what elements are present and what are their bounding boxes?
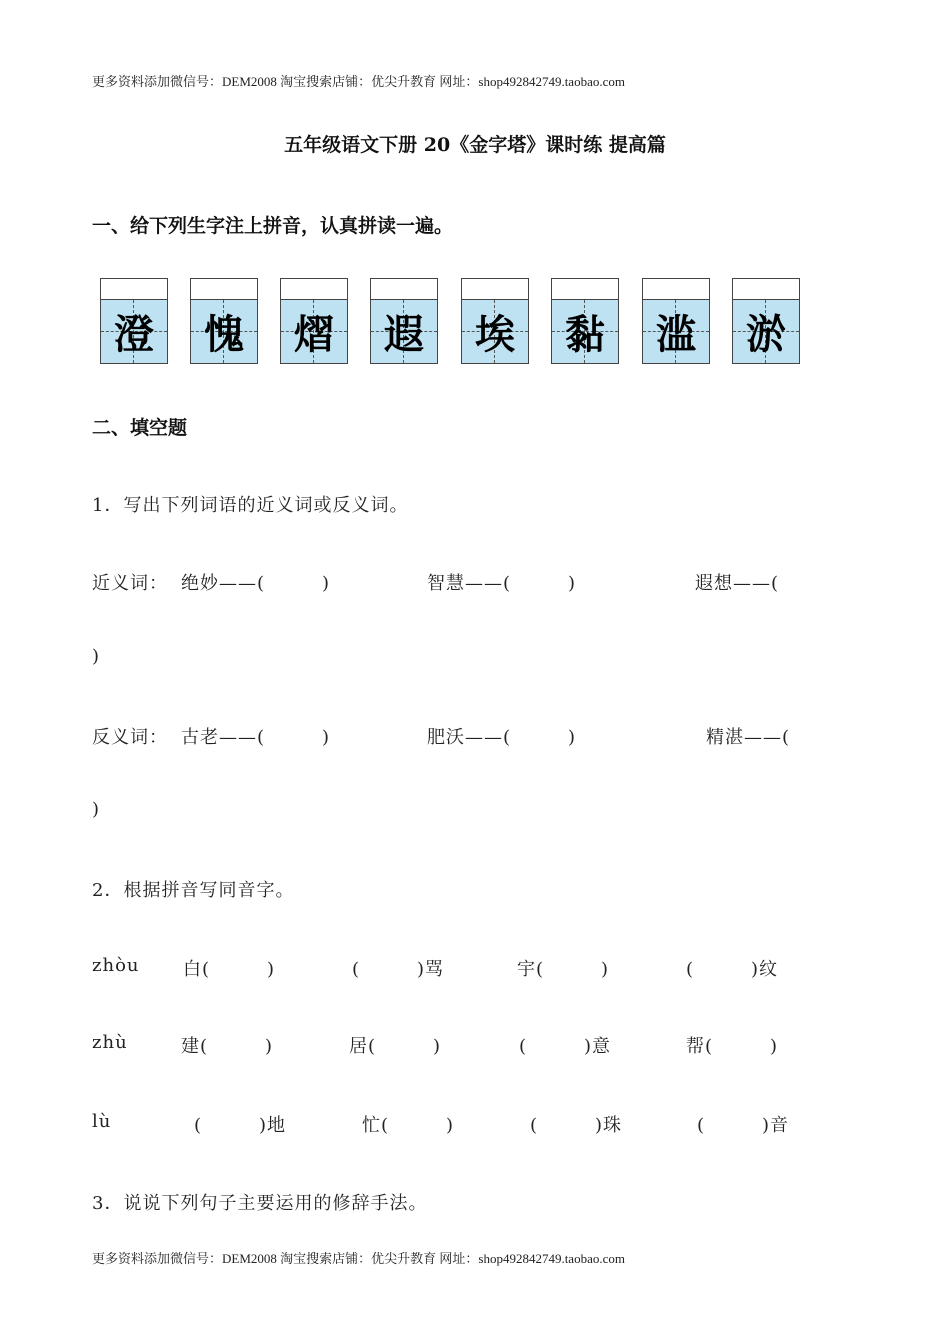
antonym-label: 反义词： [92, 727, 168, 748]
homophone-item[interactable]: 居( ) [349, 1036, 442, 1057]
homophone-item[interactable]: ( )地 [194, 1115, 287, 1136]
homophone-item[interactable]: ( )珠 [530, 1115, 623, 1136]
header-note: 更多资料添加微信号：DEM2008 淘宝搜索店铺：优尖升教育 网址：shop492842749.taobao.com [92, 74, 625, 89]
homophone-item[interactable]: 帮( ) [686, 1036, 779, 1057]
antonym-item[interactable]: 古老——( ) [181, 727, 331, 748]
char-cell [190, 278, 258, 364]
synonym-item[interactable]: 遐想——( [695, 573, 780, 594]
character: 埃 [475, 312, 515, 358]
section1-heading: 一、给下列生字注上拼音，认真拼读一遍。 [92, 215, 454, 237]
pinyin-label: lù [92, 1111, 112, 1132]
pinyin-blank[interactable] [100, 278, 168, 299]
character: 熠 [294, 312, 334, 358]
page-title: 五年级语文下册 20《金字塔》课时练 提高篇 [284, 134, 666, 156]
antonym-item[interactable]: 肥沃——( ) [427, 727, 577, 748]
homophone-item[interactable]: ( )纹 [686, 959, 779, 980]
pinyin-blank[interactable] [280, 278, 348, 299]
pinyin-label: zhòu [92, 955, 140, 976]
homophone-item[interactable]: 建( ) [181, 1036, 274, 1057]
homophone-item[interactable]: ( )骂 [352, 959, 445, 980]
synonym-item[interactable]: 智慧——( ) [427, 573, 577, 594]
char-cell [642, 278, 710, 364]
homophone-item[interactable]: 忙( ) [362, 1115, 455, 1136]
footer-note: 更多资料添加微信号：DEM2008 淘宝搜索店铺：优尖升教育 网址：shop492842749.taobao.com [92, 1251, 625, 1266]
pinyin-label: zhù [92, 1032, 128, 1053]
pinyin-blank[interactable] [461, 278, 529, 299]
pinyin-blank[interactable] [642, 278, 710, 299]
char-cell [461, 278, 529, 364]
character: 澄 [114, 312, 154, 358]
char-cell [732, 278, 800, 364]
character: 黏 [565, 312, 605, 358]
antonym-item[interactable]: 精湛——( [706, 727, 791, 748]
q3-prompt: 3．说说下列句子主要运用的修辞手法。 [92, 1193, 428, 1214]
pinyin-blank[interactable] [190, 278, 258, 299]
character: 愧 [204, 312, 244, 358]
synonym-item[interactable]: 绝妙——( ) [181, 573, 331, 594]
pinyin-blank[interactable] [370, 278, 438, 299]
character: 淤 [746, 312, 786, 358]
pinyin-blank[interactable] [732, 278, 800, 299]
q2-prompt: 2．根据拼音写同音字。 [92, 880, 295, 901]
section2-heading: 二、填空题 [92, 417, 188, 439]
antonym-wrap: ) [92, 799, 101, 820]
char-cell [280, 278, 348, 364]
char-cell [370, 278, 438, 364]
char-cell [100, 278, 168, 364]
homophone-item[interactable]: ( )音 [697, 1115, 790, 1136]
character: 滥 [656, 312, 696, 358]
character: 遐 [384, 312, 424, 358]
homophone-item[interactable]: 宇( ) [517, 959, 610, 980]
synonym-wrap: ) [92, 646, 101, 667]
synonym-label: 近义词： [92, 573, 168, 594]
homophone-item[interactable]: 白( ) [183, 959, 276, 980]
q1-prompt: 1．写出下列词语的近义词或反义词。 [92, 495, 409, 516]
homophone-item[interactable]: ( )意 [519, 1036, 612, 1057]
char-cell [551, 278, 619, 364]
pinyin-blank[interactable] [551, 278, 619, 299]
